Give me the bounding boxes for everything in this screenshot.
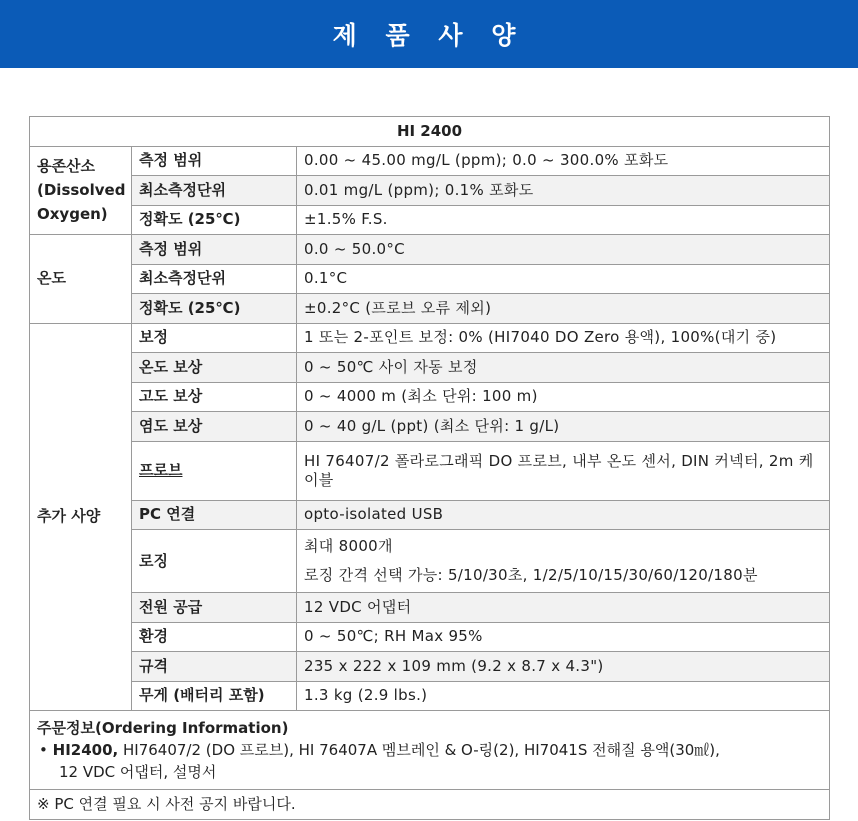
probe-label: 프로브	[139, 461, 183, 479]
row-value: 235 x 222 x 109 mm (9.2 x 8.7 x 4.3")	[297, 652, 830, 682]
row-value: 12 VDC 어댑터	[297, 593, 830, 623]
row-value: opto-isolated USB	[297, 500, 830, 530]
row-label: 무게 (배터리 포함)	[132, 681, 297, 711]
row-value: 1.3 kg (2.9 lbs.)	[297, 681, 830, 711]
ordering-model: HI2400,	[52, 741, 119, 759]
row-value: 0 ~ 50℃ 사이 자동 보정	[297, 353, 830, 383]
row-label: 최소측정단위	[132, 264, 297, 294]
row-label: 정확도 (25℃)	[132, 294, 297, 324]
row-value: 0 ~ 4000 m (최소 단위: 100 m)	[297, 382, 830, 412]
ordering-items: HI76407/2 (DO 프로브), HI 76407A 멤브레인 & O-링(2), HI7041S 전해질 용액(30㎖),	[123, 741, 720, 759]
bullet: •	[39, 741, 48, 759]
row-label: 온도 보상	[132, 353, 297, 383]
row-label: 환경	[132, 622, 297, 652]
ordering-line	[37, 739, 822, 761]
category-additional-specs: 추가 사양	[30, 323, 132, 711]
spec-table	[29, 116, 830, 820]
row-label	[132, 441, 297, 500]
ordering-line-continued: 12 VDC 어댑터, 설명서	[59, 763, 217, 781]
footnote: ※ PC 연결 필요 시 사전 공지 바랍니다.	[30, 790, 830, 820]
row-label: 로징	[132, 530, 297, 593]
row-label: 측정 범위	[132, 235, 297, 265]
row-label: 규격	[132, 652, 297, 682]
row-value	[297, 530, 830, 593]
row-value: ±0.2°C (프로브 오류 제외)	[297, 294, 830, 324]
category-dissolved-oxygen: 용존산소 (Dissolved Oxygen)	[30, 146, 132, 235]
row-label: 보정	[132, 323, 297, 353]
row-label: 정확도 (25℃)	[132, 205, 297, 235]
logging-interval: 로징 간격 선택 가능: 5/10/30초, 1/2/5/10/15/30/60/120/180분	[304, 566, 758, 584]
row-value: ±1.5% F.S.	[297, 205, 830, 235]
page-title: 제 품 사 양	[332, 21, 526, 50]
header-banner	[0, 0, 858, 68]
row-label: 고도 보상	[132, 382, 297, 412]
ordering-info	[30, 711, 830, 790]
row-value: 0 ~ 50℃; RH Max 95%	[297, 622, 830, 652]
row-value: HI 76407/2 폴라로그래픽 DO 프로브, 내부 온도 센서, DIN 커넥터, 2m 케이블	[297, 441, 830, 500]
logging-capacity: 최대 8000개	[304, 537, 393, 555]
row-label: 측정 범위	[132, 146, 297, 176]
row-value: 0 ~ 40 g/L (ppt) (최소 단위: 1 g/L)	[297, 412, 830, 442]
row-value: 0.1°C	[297, 264, 830, 294]
row-value: 0.0 ~ 50.0°C	[297, 235, 830, 265]
row-value: 0.00 ~ 45.00 mg/L (ppm); 0.0 ~ 300.0% 포화도	[297, 146, 830, 176]
ordering-title: 주문정보(Ordering Information)	[37, 719, 289, 737]
row-label: 전원 공급	[132, 593, 297, 623]
row-value: 1 또는 2-포인트 보정: 0% (HI7040 DO Zero 용액), 100%(대기 중)	[297, 323, 830, 353]
row-value: 0.01 mg/L (ppm); 0.1% 포화도	[297, 176, 830, 206]
row-label: 최소측정단위	[132, 176, 297, 206]
row-label: PC 연결	[132, 500, 297, 530]
model-header: HI 2400	[30, 117, 830, 147]
category-temperature: 온도	[30, 235, 132, 324]
row-label: 염도 보상	[132, 412, 297, 442]
